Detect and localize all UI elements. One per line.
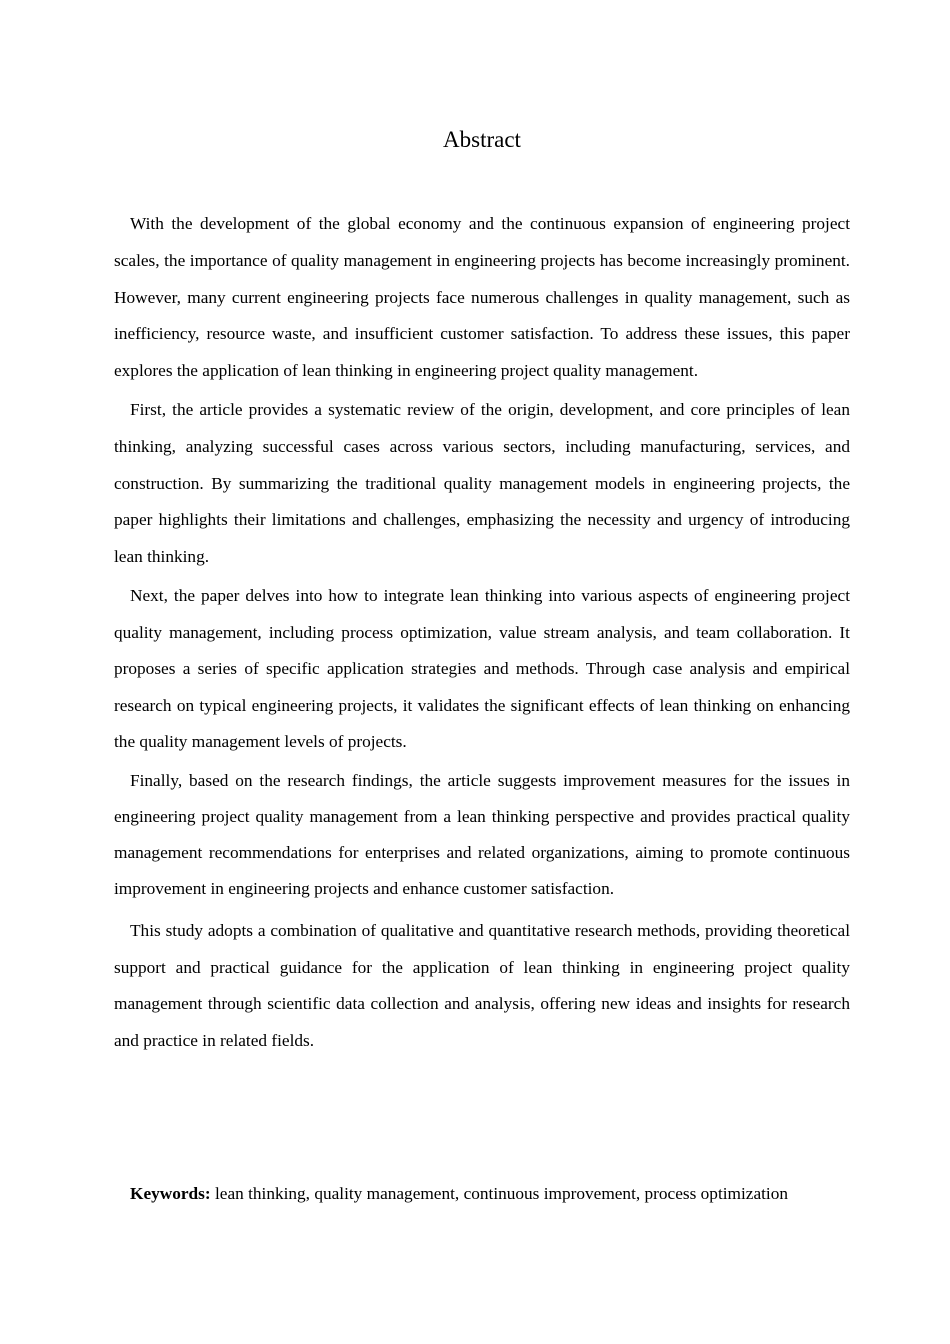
keywords-list: lean thinking, quality management, continuous improvement, process optimization xyxy=(214,1184,789,1203)
abstract-body xyxy=(114,206,850,1061)
abstract-paragraph: First, the article provides a systematic review of the origin, development, and core principles of lean thinking, analyzing successful cases across various sectors, including manufacturing, services, and construction. By summarizing the traditional quality management models in engineering projects, the paper highlights their limitations and challenges, emphasizing the necessity and urgency of introducing lean thinking. xyxy=(114,399,850,567)
abstract-title: Abstract xyxy=(443,127,521,152)
abstract-paragraph: Finally, based on the research findings, the article suggests improvement measures for the issues in engineering project quality management from a lean thinking perspective and provides practical quality management recommendations for enterprises and related organizations, aiming to promote continuous improvement in engineering projects and enhance customer satisfaction. xyxy=(114,770,850,898)
abstract-paragraph: This study adopts a combination of qualitative and quantitative research methods, providing theoretical support and practical guidance for the application of lean thinking in engineering project quality management through scientific data collection and analysis, offering new ideas and insights for research and practice in related fields. xyxy=(114,920,850,1050)
keywords-label: Keywords: xyxy=(130,1184,211,1203)
keywords-line xyxy=(114,1176,850,1212)
abstract-paragraph: With the development of the global economy and the continuous expansion of engineering project scales, the importance of quality management in engineering projects has become increasingly prominent. However, many current engineering projects face numerous challenges in quality management, such as inefficiency, resource waste, and insufficient customer satisfaction. To address these issues, this paper explores the application of lean thinking in engineering project quality management. xyxy=(114,214,850,381)
abstract-paragraph: Next, the paper delves into how to integrate lean thinking into various aspects of engineering project quality management, including process optimization, value stream analysis, and team collaboration. It proposes a series of specific application strategies and methods. Through case analysis and empirical research on typical engineering projects, it validates the significant effects of lean thinking on enhancing the quality management levels of projects. xyxy=(114,585,850,752)
